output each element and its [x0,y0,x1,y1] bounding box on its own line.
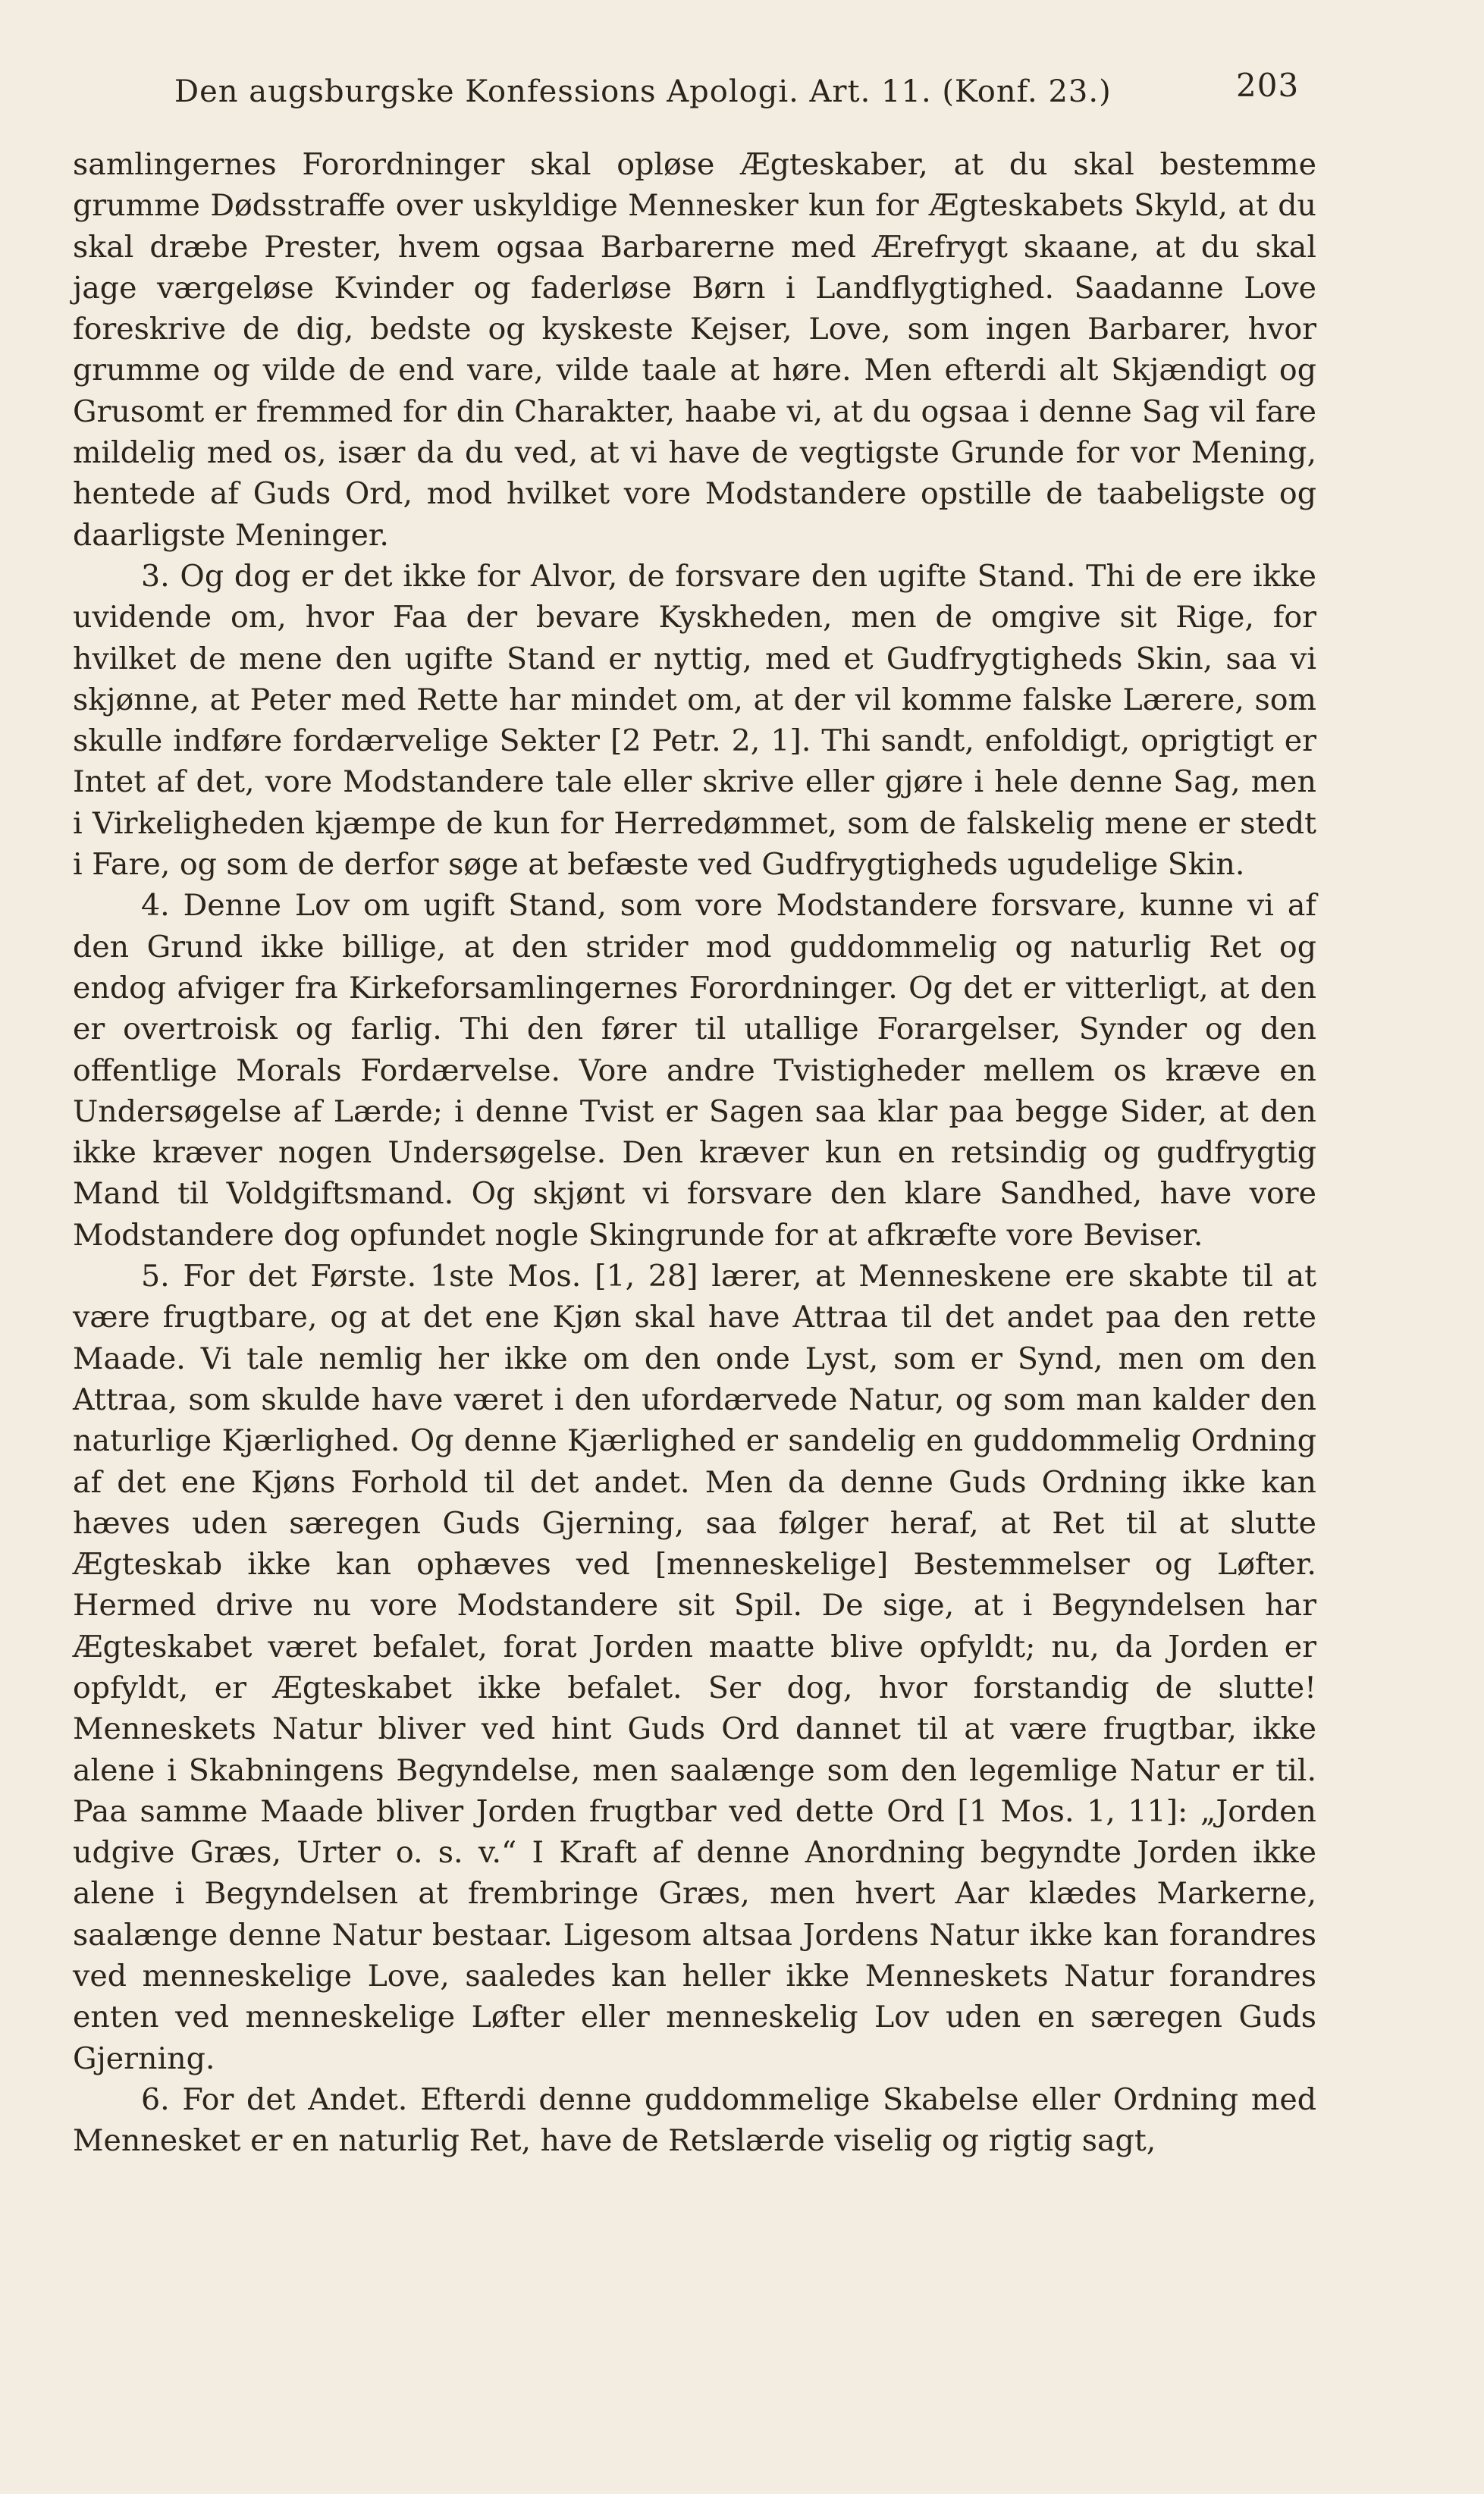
running-header [174,67,1312,120]
page-number: 203 [1236,67,1300,104]
paragraph-3: 3. Og dog er det ikke for Alvor, de forsvare den ugifte Stand. Thi de ere ikke uvidende om, hvor Faa der bevare Kyskheden, men de omgive sit Rige, for hvilket de mene den ugifte Stand er nyttig, med et Gudfrygtigheds Skin, saa vi skjønne, at Peter med Rette har mindet om, at der vil komme falske Lærere, som skulle indføre fordærvelige Sekter [2 Petr. 2, 1]. Thi sandt, enfoldigt, oprigtigt er Intet af det, vore Modstandere tale eller skrive eller gjøre i hele denne Sag, men i Virkeligheden kjæmpe de kun for Herredømmet, som de falskelig mene er stedt i Fare, og som de derfor søge at befæste ved Gudfrygtigheds ugudelige Skin. [73,558,1316,883]
running-title: Den augsburgske Konfessions Apologi. Art. 11. (Konf. 23.) [174,74,1112,109]
paragraph-4: 4. Denne Lov om ugift Stand, som vore Modstandere forsvare, kunne vi af den Grund ikke billige, at den strider mod guddommelig og naturlig Ret og endog afviger fra Kirkeforsamlingernes Forordninger. Og det er vitterligt, at den er overtroisk og farlig. Thi den fører til utallige Forargelser, Synder og den offentlige Morals Fordærvelse. Vore andre Tvistigheder mellem os kræve en Undersøgelse af Lærde; i denne Tvist er Sagen saa klar paa begge Sider, at den ikke kræver nogen Undersøgelse. Den kræver kun en retsindig og gudfrygtig Mand til Voldgiftsmand. Og skjønt vi forsvare den klare Sandhed, have vore Modstandere dog opfundet nogle Skingrunde for at afkræfte vore Beviser. [73,888,1316,1253]
paragraph-6: 6. For det Andet. Efterdi denne guddommelige Skabelse eller Ordning med Mennesket er en naturlig Ret, have de Retslærde viselig og rigtig sagt, [73,2081,1316,2159]
paragraph-continued: samlingernes Forordninger skal opløse Ægteskaber, at du skal bestemme grumme Dødsstraffe over uskyldige Mennesker kun for Ægteskabets Skyld, at du skal dræbe Prester, hvem ogsaa Barbarerne med Ærefrygt skaane, at du skal jage værgeløse Kvinder og faderløse Børn i Landflygtighed. Saadanne Love foreskrive de dig, bedste og kyskeste Kejser, Love, som ingen Barbarer, hvor grumme og vilde de end vare, vilde taale at høre. Men efterdi alt Skjændigt og Grusomt er fremmed for din Charakter, haabe vi, at du ogsaa i denne Sag vil fare mildelig med os, især da du ved, at vi have de vegtigste Grunde for vor Mening, hentede af Guds Ord, mod hvilket vore Modstandere opstille de taabeligste og daarligste Meninger. [73,147,1316,553]
paragraph-5: 5. For det Første. 1ste Mos. [1, 28] lærer, at Menneskene ere skabte til at være frugtbare, og at det ene Kjøn skal have Attraa til det andet paa den rette Maade. Vi tale nemlig her ikke om den onde Lyst, som er Synd, men om den Attraa, som skulde have været i den ufordærvede Natur, og som man kalder den naturlige Kjærlighed. Og denne Kjærlighed er sandelig en guddommelig Ordning af det ene Kjøns Forhold til det andet. Men da denne Guds Ordning ikke kan hæves uden særegen Guds Gjerning, saa følger heraf, at Ret til at slutte Ægteskab ikke kan ophæves ved [menneskelige] Bestemmelser og Løfter. Hermed drive nu vore Modstandere sit Spil. De sige, at i Begyndelsen har Ægteskabet været befalet, forat Jorden maatte blive opfyldt; nu, da Jorden er opfyldt, er Ægteskabet ikke befalet. Ser dog, hvor forstandig de slutte! Menneskets Natur bliver ved hint Guds Ord dannet til at være frugtbar, ikke alene i Skabningens Begyndelse, men saalænge som den legemlige Natur er til. Paa samme Maade bliver Jorden frugtbar ved dette Ord [1 Mos. 1, 11]: „Jorden udgive Græs, Urter o. s. v.“ I Kraft af denne Anordning begyndte Jorden ikke alene i Begyndelsen at frembringe Græs, men hvert Aar klædes Markerne, saalænge denne Natur bestaar. Ligesom altsaa Jordens Natur ikke kan forandres ved menneskelige Love, saaledes kan heller ikke Menneskets Natur forandres enten ved menneskelige Løfter eller menneskelig Lov uden en særegen Guds Gjerning. [73,1259,1316,2076]
body-text [73,144,1316,2162]
